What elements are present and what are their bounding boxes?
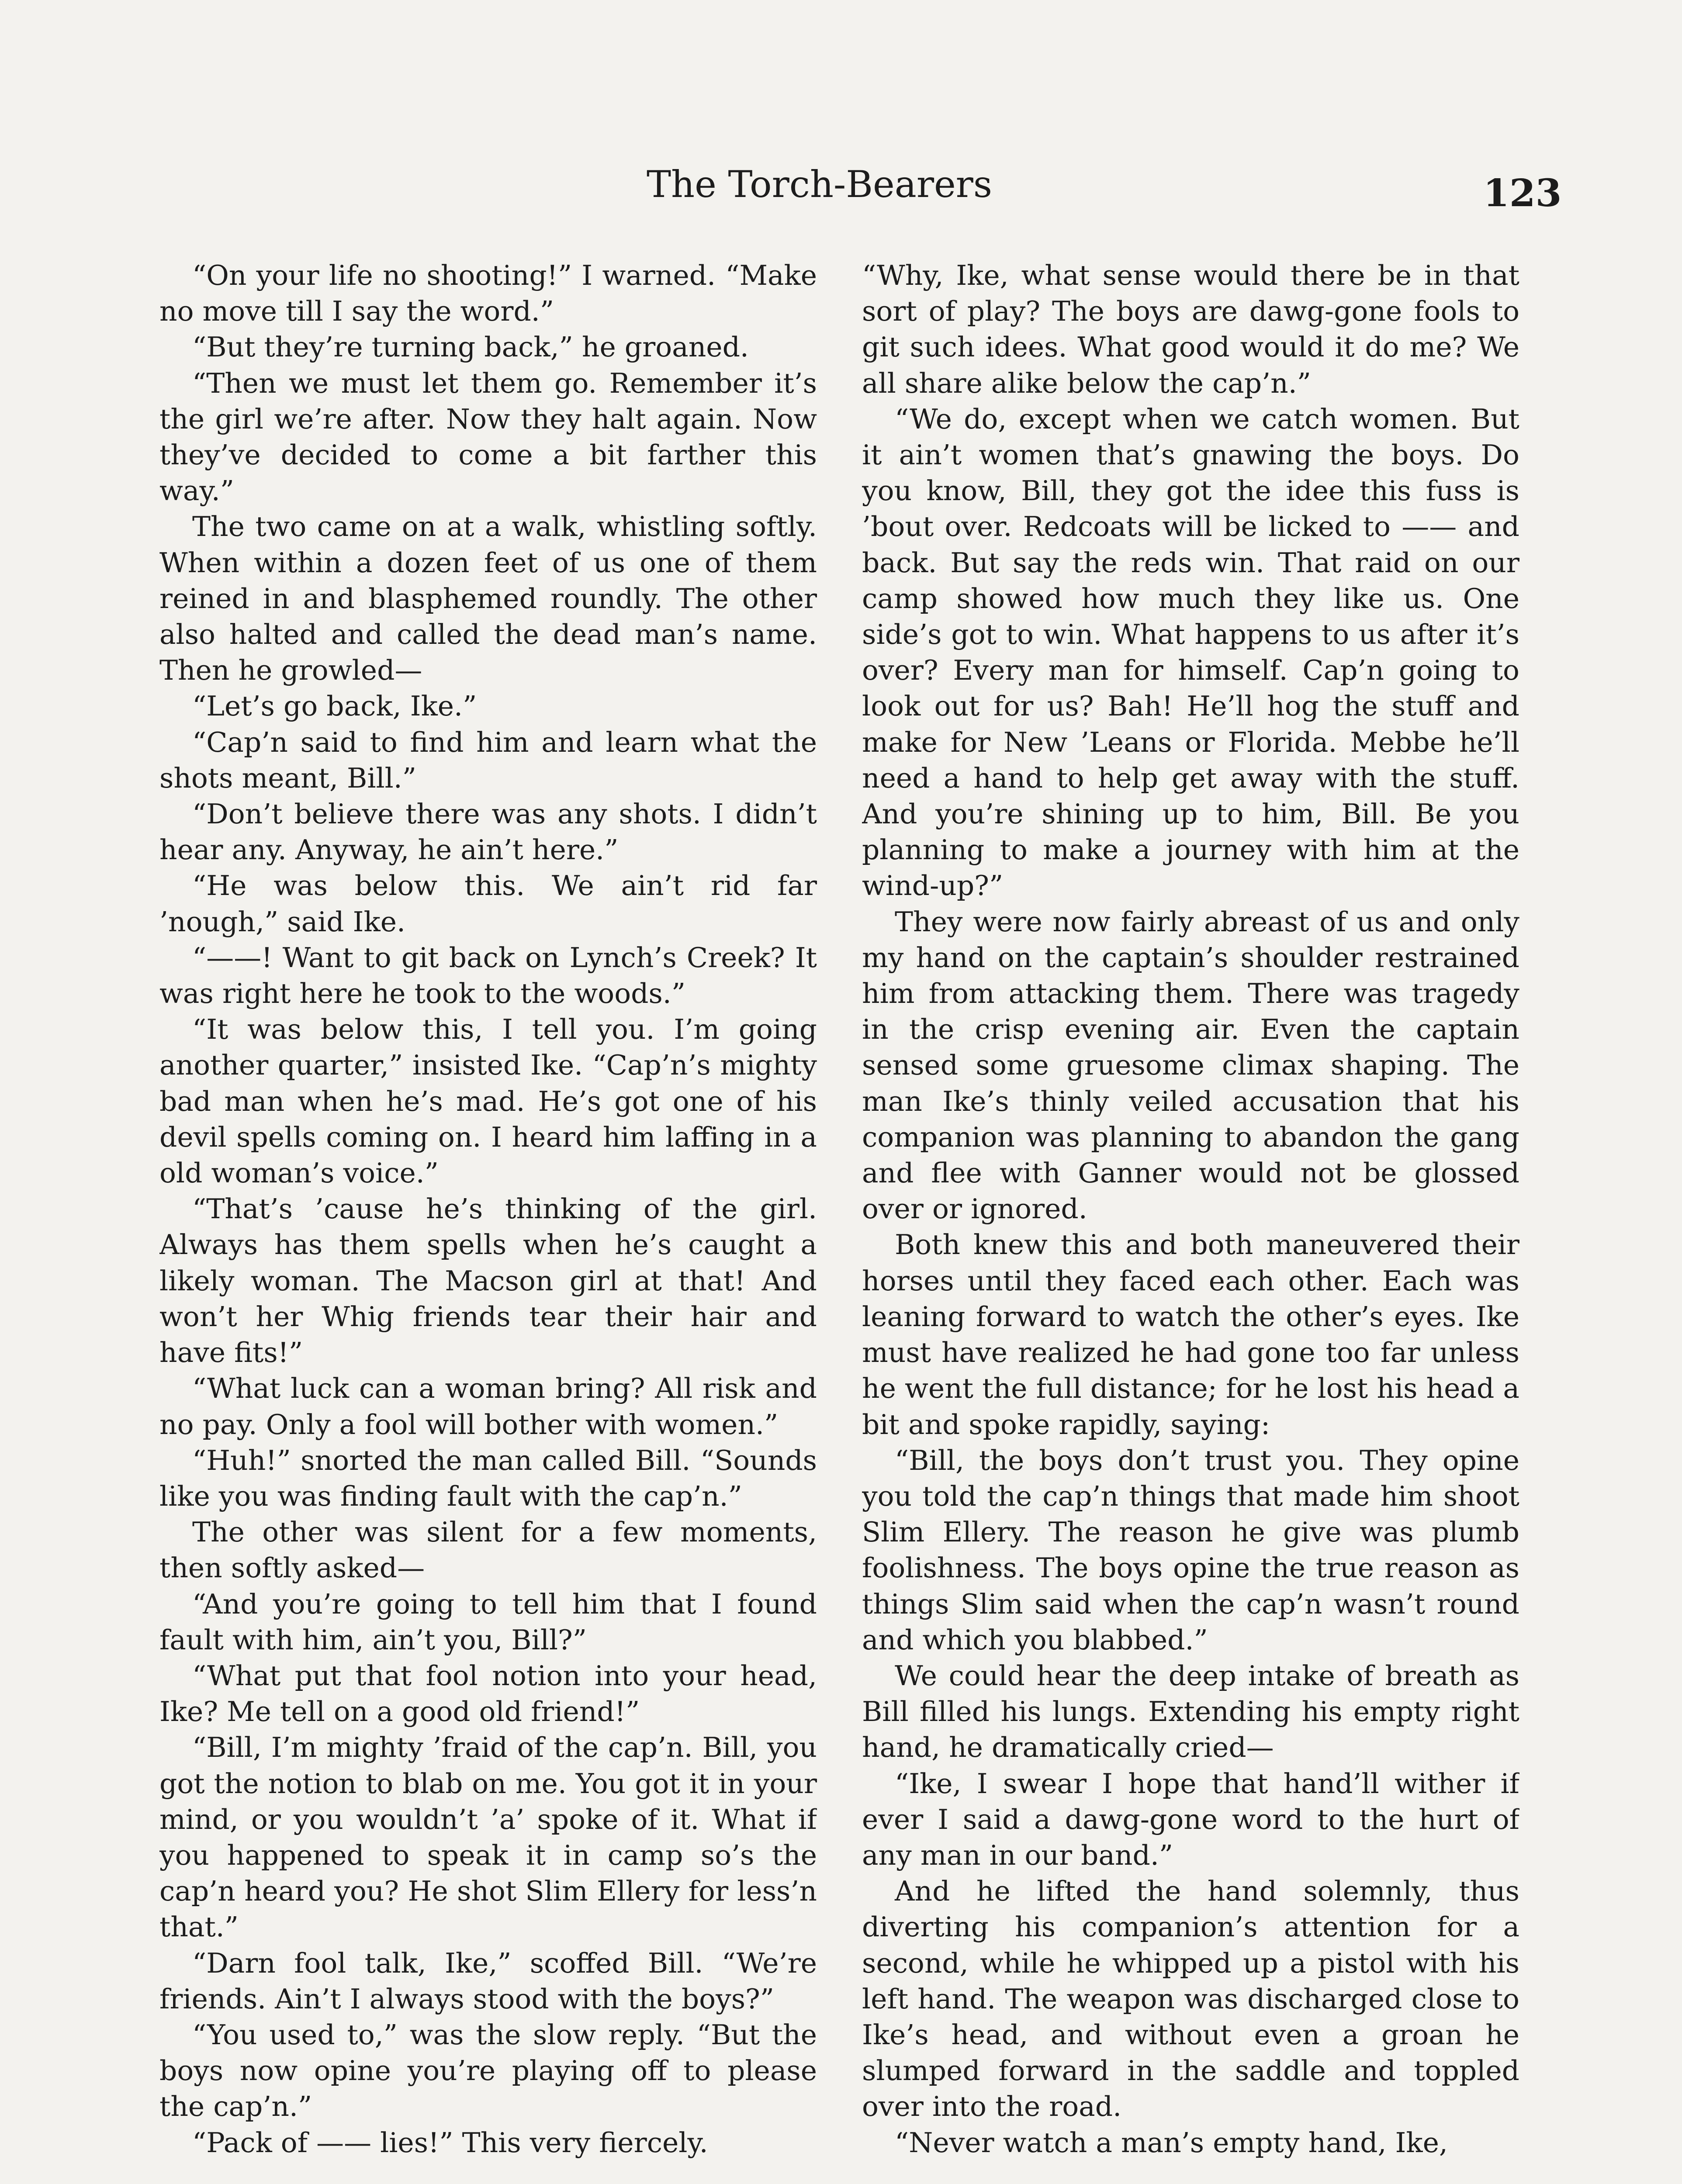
left-column	[159, 258, 817, 2184]
paragraph: “On your life no shooting!” I warned. “Make no move till I say the word.”	[159, 259, 817, 328]
paragraph: “And you’re going to tell him that I found fault with him, ain’t you, Bill?”	[159, 1588, 817, 1656]
paragraph: “We do, except when we catch women. But it ain’t women that’s gnawing the boys. Do you know, Bill, they got the idee this fuss is ’bout over. Redcoats will be licked to —— and back. But say the reds win. That raid on our camp showed how much they like us. One side’s got to win. What happens to us after it’s over? Every man for himself. Cap’n going to look out for us? Bah! He’ll hog the stuff and make for New ’Leans or Florida. Mebbe he’ll need a hand to help get away with the stuff. And you’re shining up to him, Bill. Be you planning to make a journey with him at the wind-up?”	[862, 403, 1519, 902]
paragraph: “Why, Ike, what sense would there be in that sort of play? The boys are dawg-gone fools to git such idees. What good would it do me? We all share alike below the cap’n.”	[862, 259, 1519, 399]
paragraph: “It was below this, I tell you. I’m going another quarter,” insisted Ike. “Cap’n’s mighty bad man when he’s mad. He’s got one of his devil spells coming on. I heard him laffing in a old woman’s voice.”	[159, 1013, 817, 1189]
paragraph: And he lifted the hand solemnly, thus diverting his companion’s attention for a second, while he whipped up a pistol with his left hand. The weapon was discharged close to Ike’s head, and without even a groan he slumped forward in the saddle and toppled over into the road.	[862, 1875, 1519, 2123]
paragraph: They were now fairly abreast of us and only my hand on the captain’s shoulder restrained him from attacking them. There was tragedy in the crisp evening air. Even the captain sensed some gruesome climax shaping. The man Ike’s thinly veiled accusation that his companion was planning to abandon the gang and flee with Ganner would not be glossed over or ignored.	[862, 905, 1519, 1225]
paragraph: “Ike, I swear I hope that hand’ll wither if ever I said a dawg-gone word to the hurt of any man in our band.”	[862, 1767, 1519, 1871]
right-column	[862, 258, 1519, 2184]
paragraph: “Let’s go back, Ike.”	[192, 690, 477, 722]
paragraph: “He was below this. We ain’t rid far ’nough,” said Ike.	[159, 870, 817, 938]
paragraph: “Darn fool talk, Ike,” scoffed Bill. “We’re friends. Ain’t I always stood with the boys?”	[159, 1947, 817, 2015]
paragraph: “What luck can a woman bring? All risk and no pay. Only a fool will bother with women.”	[159, 1372, 817, 1441]
paragraph: “What put that fool notion into your head, Ike? Me tell on a good old friend!”	[159, 1659, 817, 1728]
paragraph: “Never watch a man’s empty hand, Ike,	[895, 2126, 1448, 2159]
paragraph: “Pack of —— lies!” This very fiercely.	[192, 2126, 708, 2159]
paragraph: “That’s ’cause he’s thinking of the girl. Always has them spells when he’s caught a likely woman. The Macson girl at that! And won’t her Whig friends tear their hair and have fits!”	[159, 1193, 817, 1369]
paragraph: Both knew this and both maneuvered their horses until they faced each other. Each was leaning forward to watch the other’s eyes. Ike must have realized he had gone too far unless he went the full distance; for he lost his head a bit and spoke rapidly, saying:	[862, 1229, 1519, 1441]
paragraph: “Bill, I’m mighty ’fraid of the cap’n. Bill, you got the notion to blab on me. You got it in your mind, or you wouldn’t ’a’ spoke of it. What if you happened to speak it in camp so’s the cap’n heard you? He shot Slim Ellery for less’n that.”	[159, 1731, 817, 1943]
page-number: 123	[1483, 171, 1562, 215]
paragraph: The other was silent for a few moments, then softly asked—	[159, 1516, 817, 1584]
paragraph: “But they’re turning back,” he groaned.	[192, 331, 749, 363]
paragraph: We could hear the deep intake of breath as Bill filled his lungs. Extending his empty right hand, he dramatically cried—	[862, 1659, 1519, 1764]
paragraph: “You used to,” was the slow reply. “But the boys now opine you’re playing off to please the cap’n.”	[159, 2018, 817, 2123]
paragraph: “Bill, the boys don’t trust you. They opine you told the cap’n things that made him shoot Slim Ellery. The reason he give was plumb foolishness. The boys opine the true reason as things Slim said when the cap’n wasn’t round and which you blabbed.”	[862, 1444, 1519, 1656]
paragraph: “Huh!” snorted the man called Bill. “Sounds like you was finding fault with the cap’n.”	[159, 1444, 817, 1512]
running-title: The Torch-Bearers	[647, 163, 992, 206]
paragraph: “Cap’n said to find him and learn what the shots meant, Bill.”	[159, 726, 817, 794]
paragraph: “——! Want to git back on Lynch’s Creek? It was right here he took to the woods.”	[159, 941, 817, 1010]
paragraph: The two came on at a walk, whistling softly. When within a dozen feet of us one of them reined in and blasphemed roundly. The other also halted and called the dead man’s name. Then he growled—	[159, 511, 817, 687]
paragraph: “Then we must let them go. Remember it’s the girl we’re after. Now they halt again. Now they’ve decided to come a bit farther this way.”	[159, 367, 817, 507]
paragraph: “Don’t believe there was any shots. I didn’t hear any. Anyway, he ain’t here.”	[159, 798, 817, 866]
